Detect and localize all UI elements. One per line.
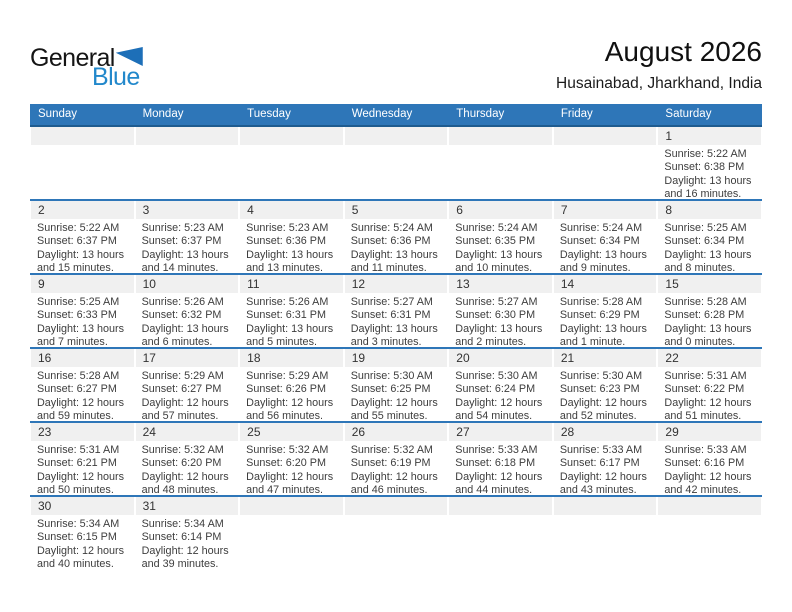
sunset-text: Sunset: 6:33 PM <box>37 309 117 322</box>
day-number: 22 <box>665 351 679 365</box>
daylight-text-line2: and 16 minutes. <box>664 187 742 199</box>
weekday-header-wednesday: Wednesday <box>351 108 413 120</box>
daylight-text-line1: Daylight: 13 hours <box>559 322 647 335</box>
daylight-text-line1: Daylight: 13 hours <box>664 174 752 187</box>
sunset-text: Sunset: 6:27 PM <box>37 383 117 396</box>
sunrise-text: Sunrise: 5:27 AM <box>350 296 433 308</box>
empty-day-cell <box>657 497 762 569</box>
day-number: 26 <box>351 425 366 439</box>
day-cell <box>30 201 135 273</box>
empty-day-cell <box>30 127 135 199</box>
date-band <box>554 275 657 293</box>
day-cell <box>135 423 240 495</box>
daylight-text-line1: Daylight: 12 hours <box>246 396 334 409</box>
day-cell <box>448 201 553 273</box>
sunset-text: Sunset: 6:26 PM <box>246 383 326 396</box>
daylight-text-line2: and 43 minutes. <box>559 483 637 495</box>
daylight-text-line1: Daylight: 13 hours <box>37 248 125 261</box>
date-band <box>136 201 239 219</box>
empty-day-cell <box>135 127 240 199</box>
sunrise-text: Sunrise: 5:23 AM <box>246 222 329 234</box>
date-band <box>658 127 761 145</box>
day-details <box>135 367 240 421</box>
day-details <box>30 367 135 421</box>
daylight-text-line2: and 39 minutes. <box>141 557 219 569</box>
sunrise-text: Sunrise: 5:27 AM <box>455 296 538 308</box>
empty-day-cell <box>448 127 553 199</box>
daylight-text-line1: Daylight: 12 hours <box>37 544 125 557</box>
day-number: 21 <box>560 351 575 365</box>
day-cell <box>239 201 344 273</box>
date-band <box>345 275 448 293</box>
daylight-text-line1: Daylight: 13 hours <box>664 248 752 261</box>
day-cell <box>553 201 658 273</box>
date-band <box>345 349 448 367</box>
day-details <box>344 293 449 347</box>
sunrise-text: Sunrise: 5:32 AM <box>246 444 329 456</box>
page-title: August 2026 <box>604 36 762 67</box>
day-cell <box>135 497 240 569</box>
date-band <box>240 423 343 441</box>
daylight-text-line2: and 50 minutes. <box>37 483 114 495</box>
day-cell <box>30 497 135 569</box>
empty-day-cell <box>239 497 344 569</box>
logo-text-general: General <box>30 44 115 72</box>
day-details <box>657 293 762 347</box>
daylight-text-line1: Daylight: 13 hours <box>37 322 125 335</box>
daylight-text-line2: and 8 minutes. <box>664 261 736 273</box>
daylight-text-line2: and 2 minutes. <box>455 335 527 347</box>
sunset-text: Sunset: 6:35 PM <box>455 235 536 248</box>
day-number: 29 <box>665 425 679 439</box>
weekday-header-thursday: Thursday <box>456 108 505 120</box>
day-cell <box>239 275 344 347</box>
day-details <box>553 367 658 421</box>
sunset-text: Sunset: 6:19 PM <box>350 457 431 470</box>
day-details <box>553 219 658 273</box>
sunrise-text: Sunrise: 5:26 AM <box>246 296 329 308</box>
day-number: 6 <box>456 203 463 217</box>
daylight-text-line2: and 57 minutes. <box>141 409 219 421</box>
day-cell <box>30 275 135 347</box>
sunset-text: Sunset: 6:30 PM <box>455 309 536 322</box>
date-band <box>658 497 761 515</box>
daylight-text-line1: Daylight: 12 hours <box>141 470 229 483</box>
date-band <box>449 127 552 145</box>
day-details <box>448 441 553 495</box>
week-row <box>30 199 762 273</box>
date-band <box>449 497 552 515</box>
daylight-text-line2: and 51 minutes. <box>664 409 742 421</box>
day-details <box>657 367 762 421</box>
sunrise-text: Sunrise: 5:34 AM <box>37 518 120 530</box>
day-number: 31 <box>142 499 156 513</box>
date-band <box>345 127 448 145</box>
day-cell <box>657 201 762 273</box>
daylight-text-line1: Daylight: 12 hours <box>37 470 125 483</box>
daylight-text-line2: and 3 minutes. <box>350 335 422 347</box>
sunset-text: Sunset: 6:24 PM <box>455 383 536 396</box>
sunrise-text: Sunrise: 5:32 AM <box>350 444 433 456</box>
sunset-text: Sunset: 6:17 PM <box>559 457 640 470</box>
date-band <box>240 201 343 219</box>
sunset-text: Sunset: 6:36 PM <box>350 235 431 248</box>
date-band <box>554 497 657 515</box>
daylight-text-line1: Daylight: 12 hours <box>455 470 543 483</box>
day-cell <box>135 349 240 421</box>
day-cell <box>135 201 240 273</box>
sunrise-text: Sunrise: 5:24 AM <box>455 222 538 234</box>
day-details <box>239 219 344 273</box>
daylight-text-line1: Daylight: 13 hours <box>455 248 543 261</box>
sunrise-text: Sunrise: 5:24 AM <box>350 222 433 234</box>
sunrise-text: Sunrise: 5:30 AM <box>455 370 538 382</box>
day-details <box>448 293 553 347</box>
date-band <box>31 201 134 219</box>
daylight-text-line2: and 56 minutes. <box>246 409 323 421</box>
sunrise-text: Sunrise: 5:28 AM <box>559 296 643 308</box>
day-details <box>30 219 135 273</box>
day-cell <box>657 275 762 347</box>
date-band <box>449 201 552 219</box>
daylight-text-line2: and 55 minutes. <box>350 409 428 421</box>
sunset-text: Sunset: 6:38 PM <box>664 161 745 174</box>
date-band <box>554 349 657 367</box>
weekday-header-row <box>30 104 762 127</box>
daylight-text-line1: Daylight: 12 hours <box>664 396 752 409</box>
day-details <box>239 367 344 421</box>
day-cell <box>344 423 449 495</box>
daylight-text-line1: Daylight: 13 hours <box>664 322 752 335</box>
day-number: 3 <box>142 203 150 217</box>
date-band <box>31 127 134 145</box>
date-band <box>554 423 657 441</box>
daylight-text-line2: and 15 minutes. <box>37 261 114 273</box>
week-row <box>30 347 762 421</box>
day-cell <box>135 275 240 347</box>
empty-day-cell <box>553 127 658 199</box>
day-number: 4 <box>247 203 254 217</box>
day-details <box>553 441 658 495</box>
day-number: 24 <box>142 425 156 439</box>
day-number: 19 <box>351 351 366 365</box>
date-band <box>240 275 343 293</box>
sunset-text: Sunset: 6:21 PM <box>37 457 117 470</box>
date-band <box>554 201 657 219</box>
sunrise-text: Sunrise: 5:32 AM <box>141 444 224 456</box>
daylight-text-line2: and 9 minutes. <box>559 261 631 273</box>
sunrise-text: Sunrise: 5:31 AM <box>37 444 120 456</box>
day-number: 27 <box>456 425 470 439</box>
day-cell <box>30 349 135 421</box>
day-number: 12 <box>351 277 366 291</box>
day-number: 5 <box>351 203 359 217</box>
sunset-text: Sunset: 6:18 PM <box>455 457 536 470</box>
day-details <box>239 293 344 347</box>
sunset-text: Sunset: 6:32 PM <box>141 309 222 322</box>
daylight-text-line2: and 1 minute. <box>559 335 626 347</box>
daylight-text-line2: and 54 minutes. <box>455 409 533 421</box>
day-details <box>448 367 553 421</box>
day-details <box>344 219 449 273</box>
day-details <box>657 441 762 495</box>
date-band <box>240 127 343 145</box>
day-number: 18 <box>247 351 261 365</box>
date-band <box>136 423 239 441</box>
empty-day-cell <box>448 497 553 569</box>
daylight-text-line1: Daylight: 13 hours <box>350 248 438 261</box>
daylight-text-line2: and 7 minutes. <box>37 335 108 347</box>
daylight-text-line1: Daylight: 12 hours <box>141 544 229 557</box>
day-number: 7 <box>560 203 568 217</box>
daylight-text-line2: and 44 minutes. <box>455 483 533 495</box>
day-number: 15 <box>665 277 679 291</box>
sunset-text: Sunset: 6:37 PM <box>141 235 222 248</box>
day-number: 16 <box>38 351 52 365</box>
day-number: 25 <box>247 425 261 439</box>
day-number: 2 <box>38 203 45 217</box>
daylight-text-line1: Daylight: 12 hours <box>664 470 752 483</box>
empty-day-cell <box>344 497 449 569</box>
day-details <box>553 293 658 347</box>
daylight-text-line2: and 40 minutes. <box>37 557 114 569</box>
date-band <box>449 275 552 293</box>
empty-day-cell <box>344 127 449 199</box>
weekday-header-friday: Friday <box>560 108 593 120</box>
sunrise-text: Sunrise: 5:33 AM <box>559 444 643 456</box>
date-band <box>658 201 761 219</box>
day-details <box>344 367 449 421</box>
week-row <box>30 421 762 495</box>
date-band <box>240 349 343 367</box>
daylight-text-line1: Daylight: 13 hours <box>141 248 229 261</box>
daylight-text-line2: and 52 minutes. <box>559 409 637 421</box>
sunrise-text: Sunrise: 5:28 AM <box>37 370 120 382</box>
daylight-text-line1: Daylight: 13 hours <box>141 322 229 335</box>
sunrise-text: Sunrise: 5:23 AM <box>141 222 224 234</box>
day-number: 14 <box>560 277 575 291</box>
day-cell <box>553 349 658 421</box>
week-row <box>30 495 762 569</box>
date-band <box>449 349 552 367</box>
sunrise-text: Sunrise: 5:34 AM <box>141 518 224 530</box>
day-details <box>239 441 344 495</box>
sunset-text: Sunset: 6:20 PM <box>141 457 222 470</box>
weekday-header-tuesday: Tuesday <box>247 108 291 120</box>
weekday-header-monday: Monday <box>142 108 184 120</box>
date-band <box>658 349 761 367</box>
sunset-text: Sunset: 6:25 PM <box>350 383 431 396</box>
daylight-text-line1: Daylight: 12 hours <box>350 396 438 409</box>
day-number: 8 <box>665 203 673 217</box>
daylight-text-line2: and 48 minutes. <box>141 483 219 495</box>
sunrise-text: Sunrise: 5:29 AM <box>246 370 329 382</box>
day-cell <box>30 423 135 495</box>
general-blue-logo <box>30 46 143 90</box>
date-band <box>136 349 239 367</box>
weekday-header-saturday: Saturday <box>665 108 712 120</box>
sunset-text: Sunset: 6:34 PM <box>664 235 745 248</box>
day-cell <box>553 275 658 347</box>
daylight-text-line1: Daylight: 12 hours <box>350 470 438 483</box>
daylight-text-line1: Daylight: 12 hours <box>559 396 647 409</box>
daylight-text-line1: Daylight: 13 hours <box>246 322 334 335</box>
daylight-text-line2: and 42 minutes. <box>664 483 742 495</box>
day-number: 23 <box>38 425 52 439</box>
date-band <box>31 349 134 367</box>
day-cell <box>448 275 553 347</box>
day-details <box>344 441 449 495</box>
daylight-text-line1: Daylight: 13 hours <box>455 322 543 335</box>
day-cell <box>448 349 553 421</box>
sunrise-text: Sunrise: 5:25 AM <box>664 222 747 234</box>
sunset-text: Sunset: 6:37 PM <box>37 235 117 248</box>
sunset-text: Sunset: 6:28 PM <box>664 309 745 322</box>
day-details <box>657 145 762 199</box>
sunrise-text: Sunrise: 5:24 AM <box>559 222 643 234</box>
daylight-text-line1: Daylight: 12 hours <box>246 470 334 483</box>
daylight-text-line1: Daylight: 13 hours <box>559 248 647 261</box>
daylight-text-line1: Daylight: 12 hours <box>559 470 647 483</box>
daylight-text-line1: Daylight: 12 hours <box>141 396 229 409</box>
date-band <box>31 497 134 515</box>
day-details <box>657 219 762 273</box>
sunset-text: Sunset: 6:34 PM <box>559 235 640 248</box>
daylight-text-line2: and 0 minutes. <box>664 335 736 347</box>
sunset-text: Sunset: 6:31 PM <box>246 309 326 322</box>
title-block <box>556 36 762 93</box>
sunrise-text: Sunrise: 5:31 AM <box>664 370 747 382</box>
sunset-text: Sunset: 6:22 PM <box>664 383 745 396</box>
day-number: 10 <box>142 277 156 291</box>
date-band <box>554 127 657 145</box>
sunset-text: Sunset: 6:27 PM <box>141 383 222 396</box>
date-band <box>31 275 134 293</box>
sunrise-text: Sunrise: 5:22 AM <box>664 148 747 160</box>
sunset-text: Sunset: 6:20 PM <box>246 457 326 470</box>
date-band <box>658 423 761 441</box>
sunset-text: Sunset: 6:31 PM <box>350 309 431 322</box>
day-details <box>30 515 135 569</box>
day-number: 28 <box>560 425 575 439</box>
date-band <box>449 423 552 441</box>
date-band <box>345 497 448 515</box>
sunrise-text: Sunrise: 5:22 AM <box>37 222 120 234</box>
daylight-text-line2: and 59 minutes. <box>37 409 114 421</box>
daylight-text-line2: and 46 minutes. <box>350 483 428 495</box>
day-number: 17 <box>142 351 156 365</box>
day-number: 1 <box>665 129 673 143</box>
sunrise-text: Sunrise: 5:25 AM <box>37 296 120 308</box>
sunset-text: Sunset: 6:36 PM <box>246 235 326 248</box>
sunrise-text: Sunrise: 5:33 AM <box>664 444 747 456</box>
logo-text-blue: Blue <box>92 63 140 91</box>
date-band <box>136 127 239 145</box>
day-cell <box>657 349 762 421</box>
day-details <box>135 293 240 347</box>
date-band <box>136 497 239 515</box>
day-details <box>448 219 553 273</box>
sunset-text: Sunset: 6:15 PM <box>37 531 117 544</box>
day-number: 9 <box>38 277 45 291</box>
sunset-text: Sunset: 6:23 PM <box>559 383 640 396</box>
day-details <box>135 441 240 495</box>
sunrise-text: Sunrise: 5:33 AM <box>455 444 538 456</box>
daylight-text-line2: and 13 minutes. <box>246 261 323 273</box>
sunrise-text: Sunrise: 5:30 AM <box>350 370 433 382</box>
location-subtitle: Husainabad, Jharkhand, India <box>556 75 762 92</box>
weekday-header-sunday: Sunday <box>38 108 78 120</box>
day-cell <box>657 423 762 495</box>
day-details <box>135 219 240 273</box>
day-cell <box>657 127 762 199</box>
daylight-text-line1: Daylight: 13 hours <box>350 322 438 335</box>
daylight-text-line2: and 5 minutes. <box>246 335 317 347</box>
week-row <box>30 273 762 347</box>
date-band <box>31 423 134 441</box>
day-number: 20 <box>456 351 470 365</box>
day-details <box>135 515 240 569</box>
daylight-text-line2: and 6 minutes. <box>141 335 213 347</box>
date-band <box>345 201 448 219</box>
sunrise-text: Sunrise: 5:30 AM <box>559 370 643 382</box>
day-cell <box>553 423 658 495</box>
day-cell <box>448 423 553 495</box>
day-number: 11 <box>247 277 260 291</box>
day-number: 30 <box>38 499 52 513</box>
day-cell <box>239 349 344 421</box>
date-band <box>240 497 343 515</box>
empty-day-cell <box>553 497 658 569</box>
day-details <box>30 293 135 347</box>
date-band <box>345 423 448 441</box>
calendar-grid <box>30 104 762 569</box>
date-band <box>658 275 761 293</box>
sunrise-text: Sunrise: 5:29 AM <box>141 370 224 382</box>
week-row <box>30 127 762 199</box>
sunrise-text: Sunrise: 5:28 AM <box>664 296 747 308</box>
sunset-text: Sunset: 6:16 PM <box>664 457 745 470</box>
sunset-text: Sunset: 6:14 PM <box>141 531 222 544</box>
weeks-container <box>30 127 762 569</box>
daylight-text-line1: Daylight: 13 hours <box>246 248 334 261</box>
sunrise-text: Sunrise: 5:26 AM <box>141 296 224 308</box>
daylight-text-line1: Daylight: 12 hours <box>37 396 125 409</box>
daylight-text-line2: and 47 minutes. <box>246 483 323 495</box>
day-cell <box>344 201 449 273</box>
day-cell <box>344 349 449 421</box>
day-cell <box>239 423 344 495</box>
day-details <box>30 441 135 495</box>
sunset-text: Sunset: 6:29 PM <box>559 309 640 322</box>
daylight-text-line2: and 11 minutes. <box>350 261 427 273</box>
day-number: 13 <box>456 277 470 291</box>
daylight-text-line2: and 10 minutes. <box>455 261 533 273</box>
date-band <box>136 275 239 293</box>
daylight-text-line2: and 14 minutes. <box>141 261 219 273</box>
empty-day-cell <box>239 127 344 199</box>
daylight-text-line1: Daylight: 12 hours <box>455 396 543 409</box>
day-cell <box>344 275 449 347</box>
